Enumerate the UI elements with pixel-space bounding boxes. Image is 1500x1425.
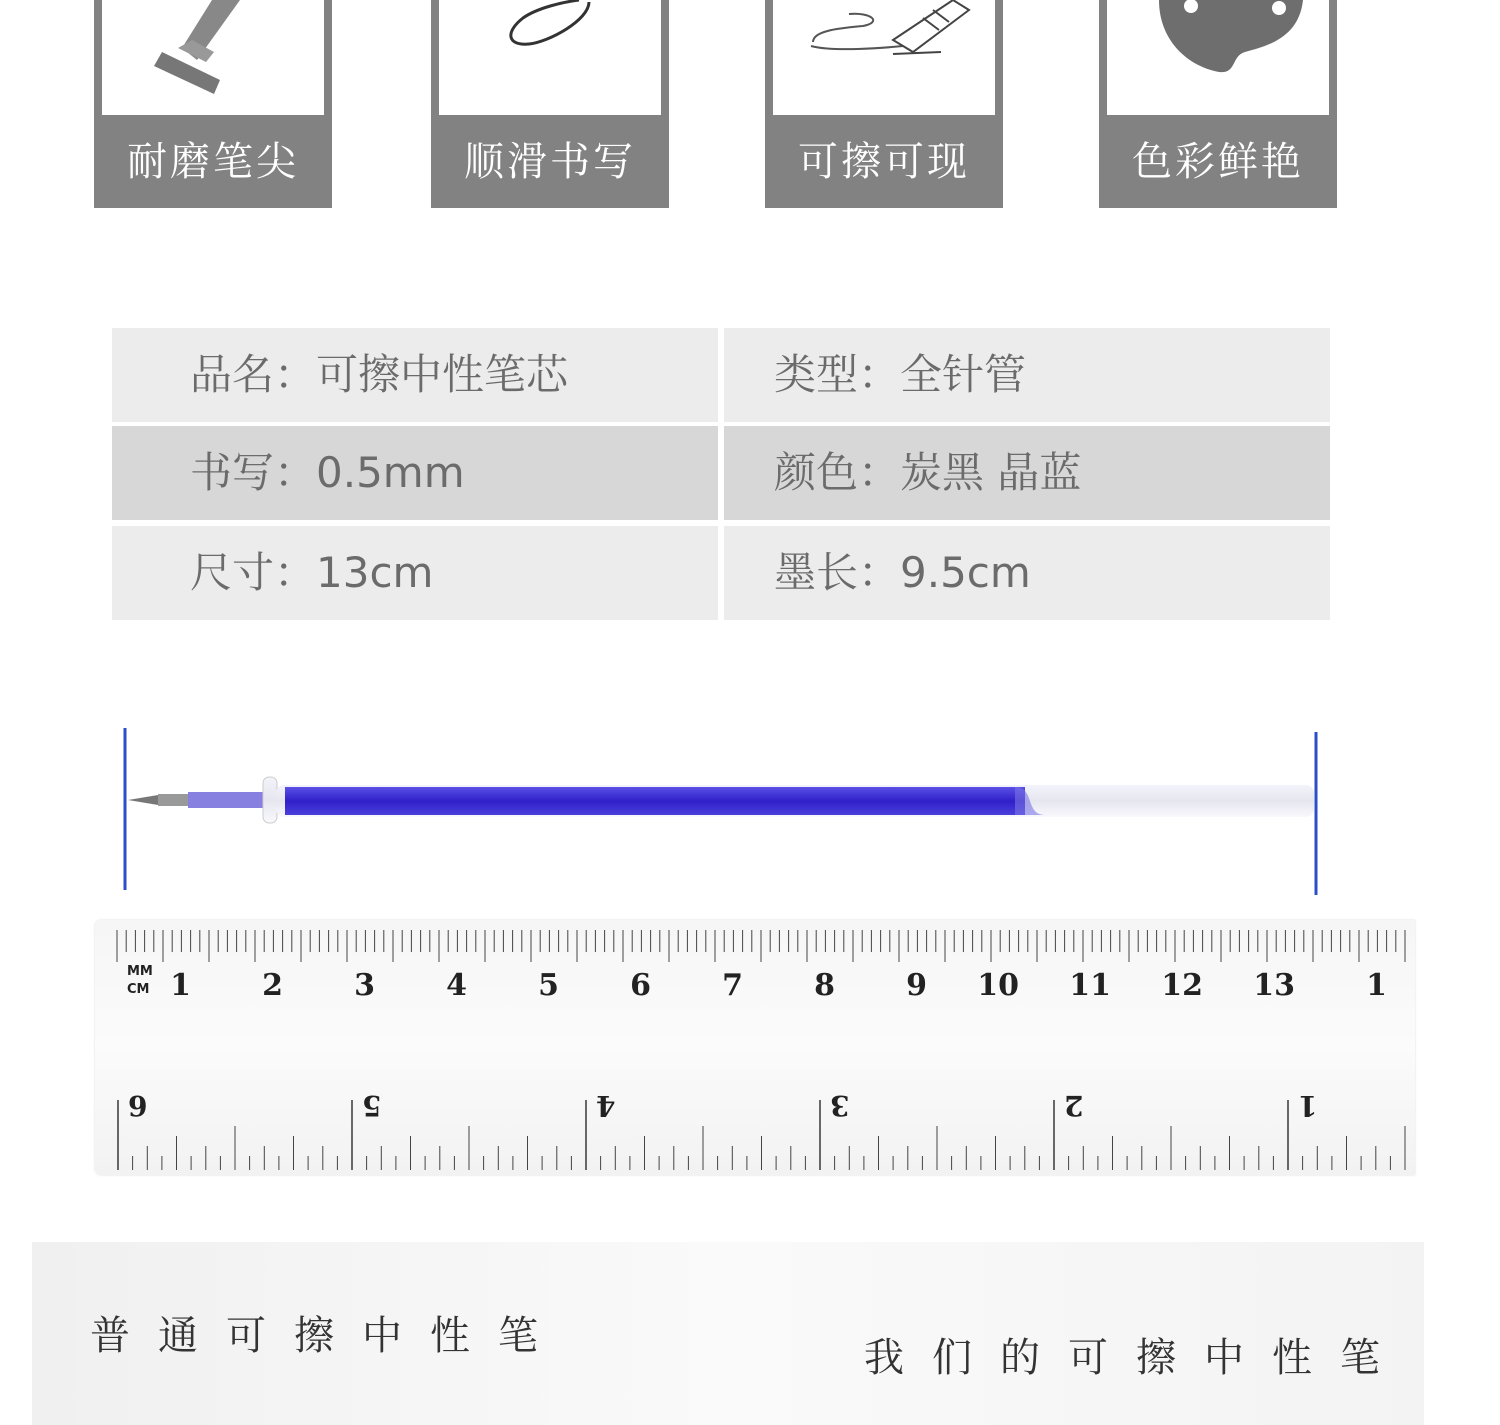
ruler-inch-label: 4 [596,1089,616,1122]
comparison-left-label: 普通可擦中性笔 [90,1313,566,1359]
refill-ink [285,787,1025,815]
ruler-inch-label: 5 [362,1089,382,1122]
spec-name: 品名：可擦中性笔芯 [112,328,718,422]
feature-label: 可擦可现 [798,139,970,185]
ruler-cm-label: 1 [1366,968,1387,1003]
spec-color: 颜色：炭黑 晶蓝 [724,426,1330,520]
ruler-inch-label: 3 [830,1089,850,1122]
pen-nib-icon [102,0,324,115]
ruler-inch-label: 2 [1064,1089,1084,1122]
spec-size: 尺寸：13cm [112,526,718,620]
feature-icon-area [773,0,995,115]
feature-label: 色彩鲜艳 [1132,139,1304,185]
feature-icon-area [1107,0,1329,115]
feature-icon-area [439,0,661,115]
ruler-cm-label: 4 [446,968,467,1003]
ruler-cm-label: 3 [354,968,375,1003]
feature-card-vivid-color [1099,0,1337,208]
smooth-line-icon [439,0,661,115]
ruler-unit-mm: MM [127,964,153,979]
ruler [95,920,1415,1175]
ruler-cm-label: 2 [262,968,283,1003]
comparison-band [32,1242,1424,1425]
ruler-inch-label: 6 [128,1089,148,1122]
ruler-cm-label: 7 [722,968,743,1003]
palette-icon [1107,0,1329,115]
ruler-cm-label: 9 [906,968,927,1003]
ruler-cm-label: 5 [538,968,559,1003]
feature-label: 顺滑书写 [464,139,636,185]
ruler-cm-label: 1 [170,968,191,1003]
refill-tip [128,795,158,805]
ruler-cm-label: 6 [630,968,651,1003]
spec-writing: 书写：0.5mm [112,426,718,520]
spec-type: 类型：全针管 [724,328,1330,422]
ruler-cm-label: 8 [814,968,835,1003]
feature-card-erasable [765,0,1003,208]
comparison-right-label: 我们的可擦中性笔 [864,1335,1408,1381]
ruler-cm-label: 10 [977,968,1019,1003]
eraser-icon [773,0,995,115]
feature-card-smooth-writing [431,0,669,208]
feature-icon-area [102,0,324,115]
refill-illustration [110,725,1330,895]
ruler-cm-label: 13 [1253,968,1295,1003]
ruler-unit-cm: CM [127,982,150,997]
ruler-cm-label: 12 [1161,968,1203,1003]
feature-card-durable-tip [94,0,332,208]
ruler-cm-label: 11 [1069,968,1111,1003]
feature-label: 耐磨笔尖 [127,139,299,185]
spec-ink-length: 墨长：9.5cm [724,526,1330,620]
ruler-inch-label: 1 [1298,1089,1318,1122]
ruler-scale [95,920,1415,1175]
